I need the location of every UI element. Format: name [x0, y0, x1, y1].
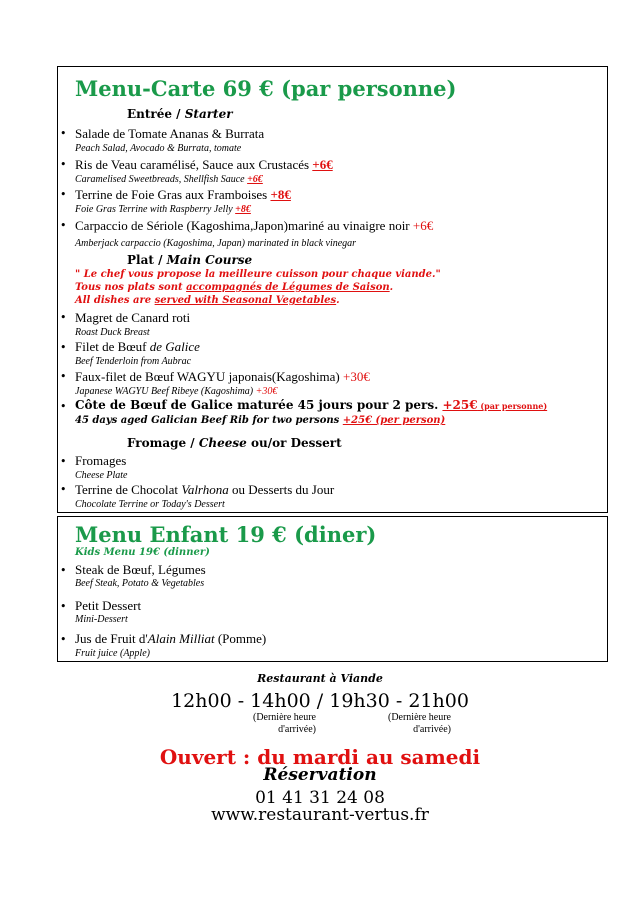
- menu-carte-title: Menu-Carte 69 € (par personne): [75, 76, 457, 101]
- entree-heading: Entrée / Starter: [127, 107, 233, 121]
- dessert-item-sub: Cheese Plate: [75, 470, 128, 481]
- entree-item-name: Terrine de Foie Gras aux Framboises +8€: [75, 187, 291, 202]
- kids-item-name: Petit Dessert: [75, 598, 142, 613]
- price-supplement: +25€: [442, 398, 478, 412]
- chef-note: " Le chef vous propose la meilleure cuisson pour chaque viande.": [75, 269, 441, 280]
- phone-number[interactable]: 01 41 31 24 08: [255, 788, 385, 808]
- plat-item-sub: 45 days aged Galician Beef Rib for two persons +25€ (per person): [75, 415, 446, 426]
- plat-heading: Plat / Main Course: [127, 253, 253, 267]
- bullet: •: [60, 341, 67, 354]
- fromage-dessert-heading: Fromage / Cheese ou/or Dessert: [127, 436, 342, 450]
- bullet: •: [60, 400, 67, 413]
- plat-item-sub: Roast Duck Breast: [75, 327, 150, 338]
- vegetables-note-fr: Tous nos plats sont accompagnés de Légumes de Saison.: [75, 282, 394, 293]
- open-days: Ouvert : du mardi au samedi: [159, 745, 481, 769]
- plat-item-name: Filet de Bœuf de Galice: [75, 339, 200, 354]
- bullet: •: [60, 127, 67, 140]
- bullet: •: [60, 633, 67, 646]
- last-arrival-dinner: (Dernière heure d'arrivée): [387, 712, 451, 735]
- kids-item-name: Steak de Bœuf, Légumes: [75, 562, 206, 577]
- bullet: •: [60, 370, 67, 383]
- entree-item-sub: Amberjack carpaccio (Kagoshima, Japan) marinated in black vinegar: [75, 238, 357, 249]
- kids-item-sub: Fruit juice (Apple): [75, 648, 150, 659]
- last-arrival-lunch: (Dernière heure d'arrivée): [252, 712, 316, 735]
- website-link[interactable]: www.restaurant-vertus.fr: [211, 805, 429, 825]
- plat-item-sub: Japanese WAGYU Beef Ribeye (Kagoshima) +30€: [75, 386, 278, 397]
- entree-item-name: Ris de Veau caramélisé, Sauce aux Crustacés +6€: [75, 157, 333, 172]
- menu-enfant-title: Menu Enfant 19 € (diner): [75, 522, 377, 547]
- dessert-item-name: Terrine de Chocolat Valrhona ou Desserts du Jour: [75, 482, 335, 497]
- restaurant-type: Restaurant à Viande: [257, 672, 383, 685]
- plat-item-name: Magret de Canard roti: [75, 310, 191, 325]
- dessert-item-name: Fromages: [75, 453, 127, 468]
- price-supplement: +8€: [270, 187, 291, 202]
- bullet: •: [60, 600, 67, 613]
- bullet: •: [60, 219, 67, 232]
- bullet: •: [60, 188, 67, 201]
- dessert-item-sub: Chocolate Terrine or Today's Dessert: [75, 499, 225, 510]
- price-supplement: +6€: [412, 218, 434, 233]
- menu-enfant-subtitle: Kids Menu 19€ (dinner): [75, 547, 210, 558]
- bullet: •: [60, 564, 67, 577]
- bullet: •: [60, 158, 67, 171]
- plat-item-name: Faux-filet de Bœuf WAGYU japonais(Kagoshima) +30€: [75, 369, 370, 384]
- entree-item-name: Salade de Tomate Ananas & Burrata: [75, 126, 265, 141]
- entree-item-sub: Foie Gras Terrine with Raspberry Jelly +8€: [75, 204, 251, 215]
- entree-item-sub: Peach Salad, Avocado & Burrata, tomate: [75, 143, 242, 154]
- price-supplement: +6€: [312, 157, 333, 172]
- vegetables-note-en: All dishes are served with Seasonal Vegetables.: [75, 295, 340, 306]
- reservation-heading: Réservation: [263, 765, 377, 785]
- kids-item-sub: Mini-Dessert: [75, 614, 128, 625]
- plat-item-sub: Beef Tenderloin from Aubrac: [75, 356, 192, 367]
- bullet: •: [60, 483, 67, 496]
- bullet: •: [60, 455, 67, 468]
- bullet: •: [60, 311, 67, 324]
- plat-item-name: Côte de Bœuf de Galice maturée 45 jours pour 2 pers. +25€ (par personne): [75, 398, 548, 412]
- kids-item-name: Jus de Fruit d'Alain Milliat (Pomme): [75, 631, 267, 646]
- entree-item-name: Carpaccio de Sériole (Kagoshima,Japon)mariné au vinaigre noir +6€: [75, 218, 434, 233]
- entree-item-sub: Caramelised Sweetbreads, Shellfish Sauce +6€: [75, 174, 263, 185]
- price-supplement: +30€: [343, 369, 370, 384]
- kids-item-sub: Beef Steak, Potato & Vegetables: [75, 578, 205, 589]
- opening-hours: 12h00 - 14h00 / 19h30 - 21h00: [171, 690, 469, 712]
